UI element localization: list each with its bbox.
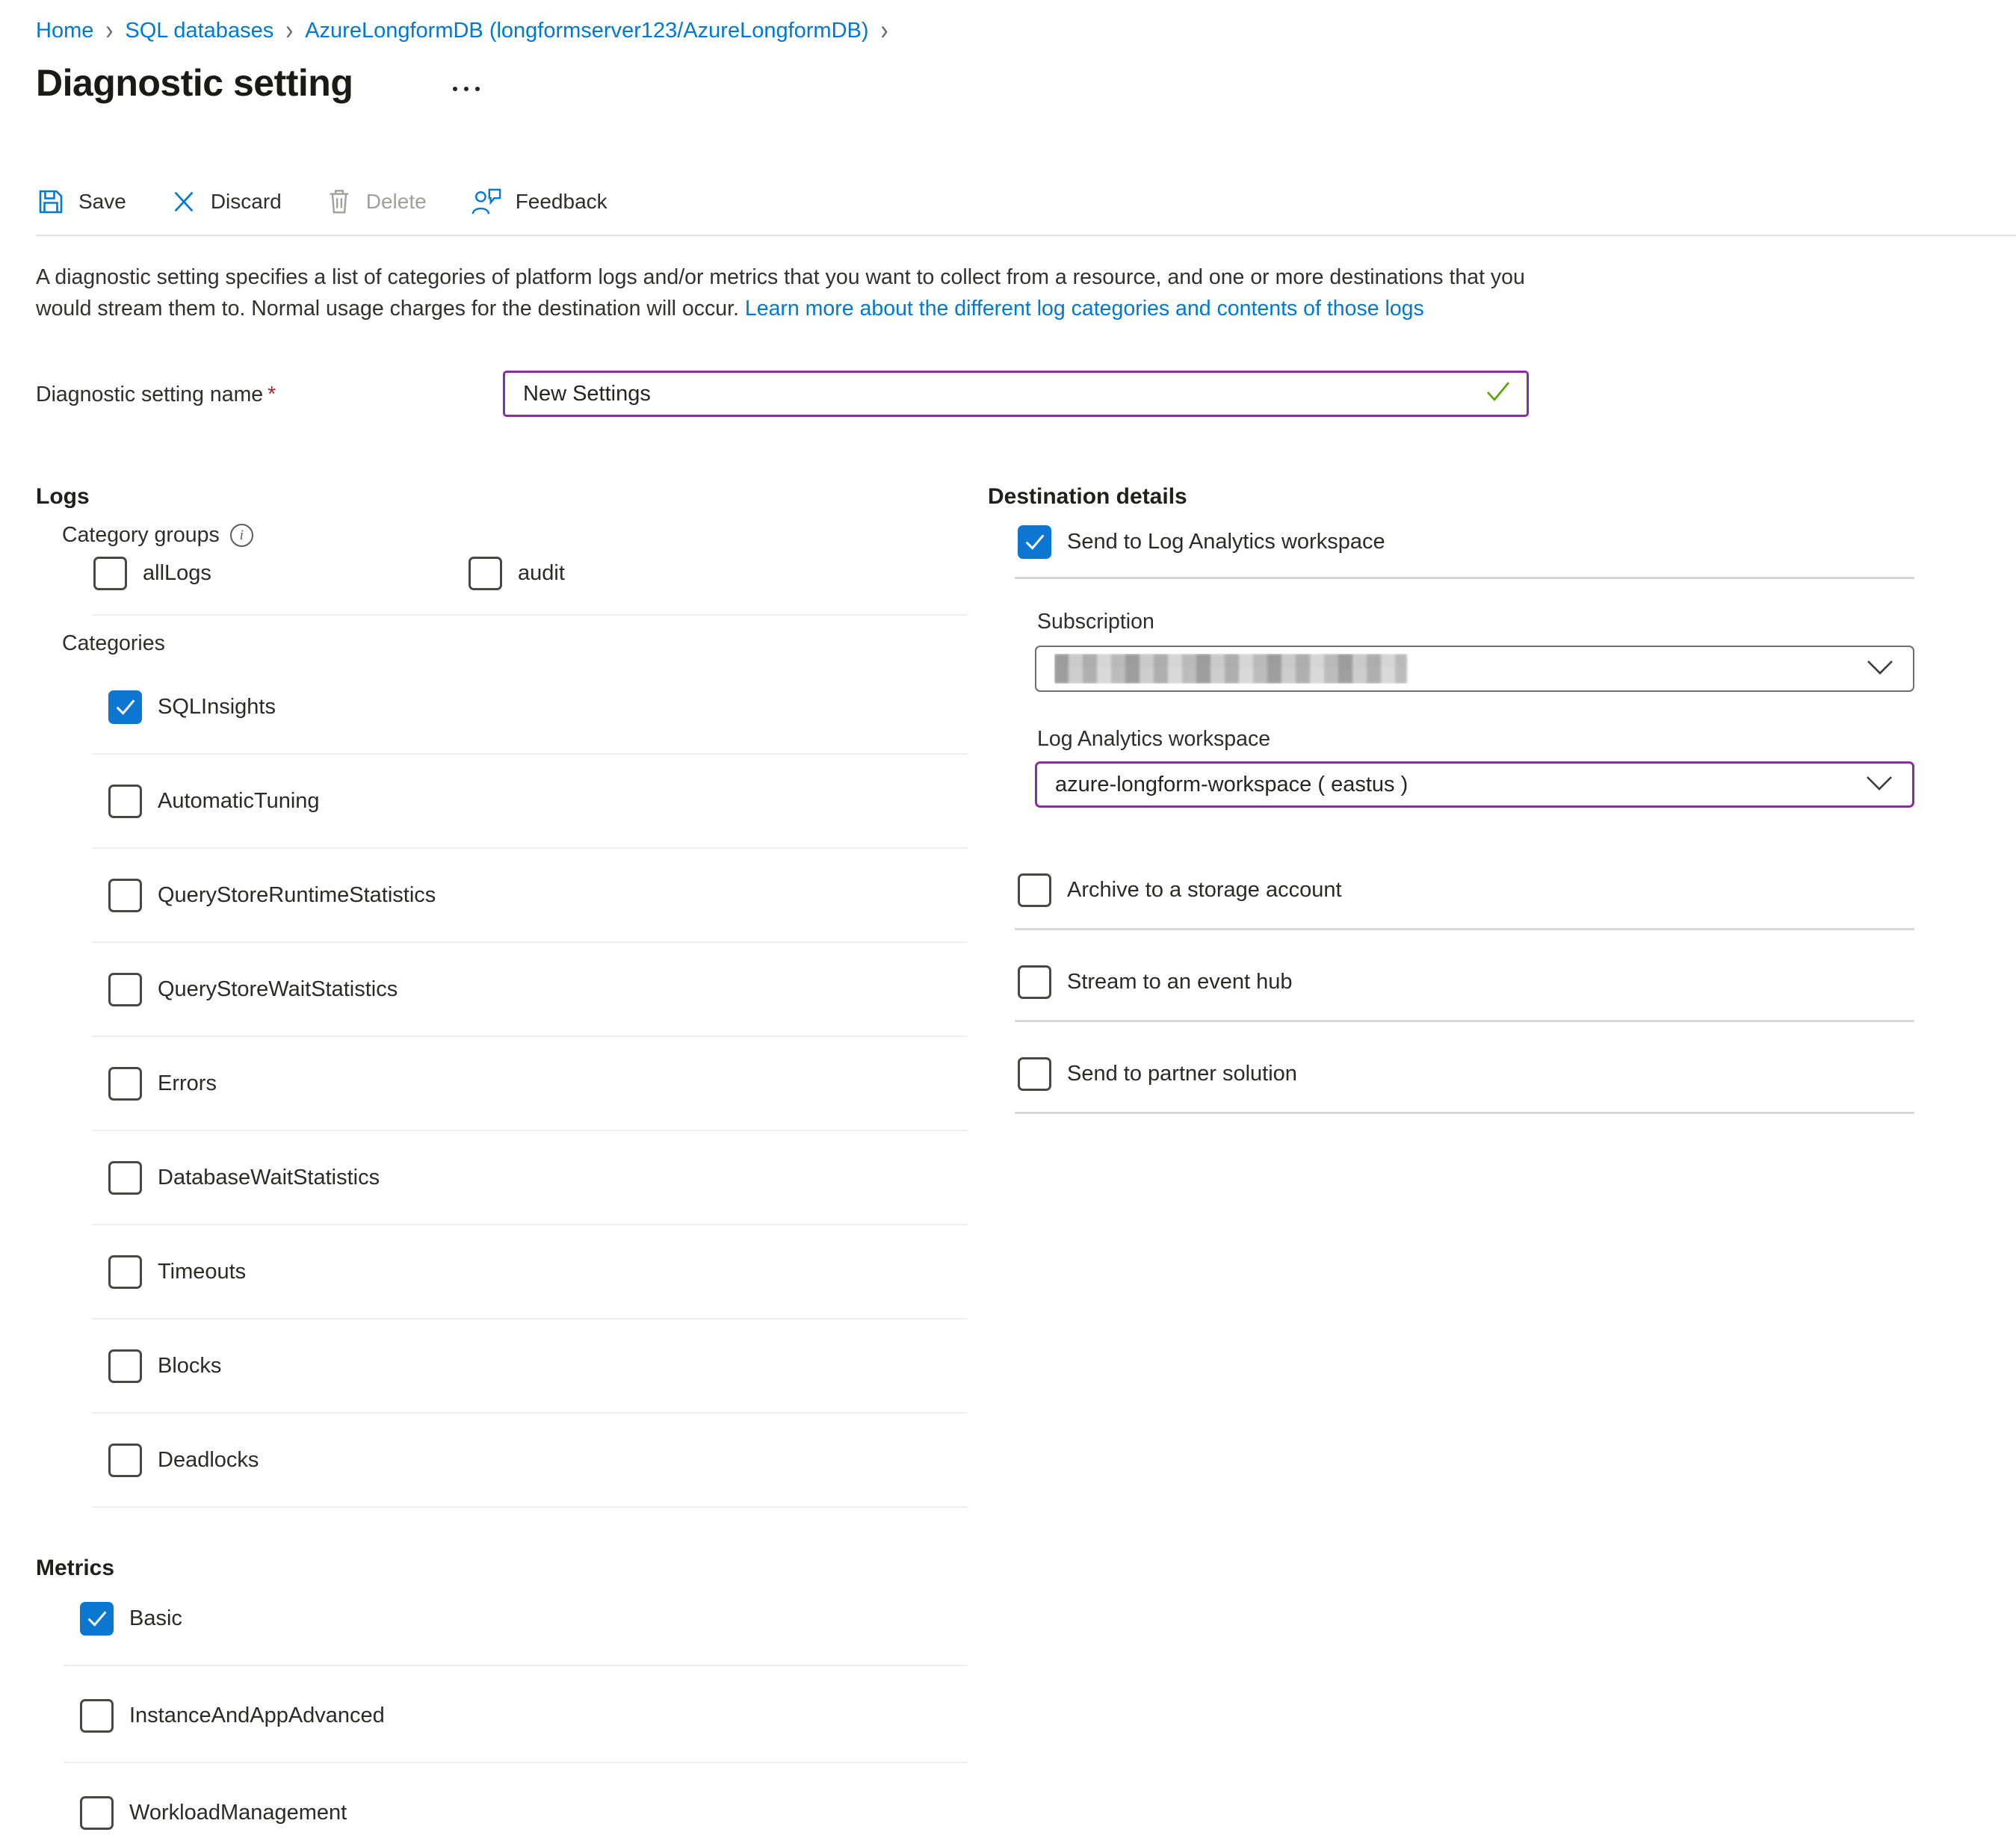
- delete-label: Delete: [365, 190, 427, 213]
- divider: [92, 1412, 968, 1414]
- checkbox-unchecked[interactable]: [1018, 965, 1051, 999]
- subscription-value-redacted: [1054, 654, 1867, 684]
- feedback-button[interactable]: [470, 187, 607, 217]
- description-text: A diagnostic setting specifies a list of categories of platform logs and/or metrics that you want to collect from a resource, and one or more destinations that you would stream them to. Normal usage charges for the destination will occur.: [36, 265, 1525, 321]
- category-groups-row: [62, 523, 253, 548]
- checkbox-unchecked[interactable]: [80, 1699, 114, 1733]
- breadcrumb-separator-icon: ›: [880, 14, 888, 46]
- destination-details-heading: Destination details: [988, 484, 1187, 509]
- checkbox-unchecked[interactable]: [108, 785, 142, 818]
- save-label: Save: [78, 190, 126, 213]
- divider: [92, 1036, 968, 1037]
- checkbox-unchecked[interactable]: [108, 973, 142, 1006]
- destination-checkbox-partner-solution[interactable]: Send to partner solution: [1018, 1056, 1297, 1091]
- page-description: [36, 262, 1530, 324]
- category-checkbox-deadlocks[interactable]: Deadlocks: [108, 1443, 259, 1477]
- destination-checkbox-log-analytics[interactable]: Send to Log Analytics workspace: [1018, 525, 1385, 559]
- checkbox-unchecked[interactable]: [108, 1349, 142, 1383]
- checkbox-unchecked[interactable]: [108, 1444, 142, 1477]
- category-groups-label: Category groups: [62, 523, 220, 547]
- divider: [92, 1130, 968, 1131]
- chevron-down-icon: [1866, 773, 1893, 796]
- checkbox-unchecked[interactable]: [1018, 873, 1051, 907]
- checkbox-unchecked[interactable]: [1018, 1057, 1051, 1091]
- valid-checkmark-icon: [1485, 380, 1512, 408]
- category-checkbox-automatictuning[interactable]: AutomaticTuning: [108, 784, 320, 818]
- breadcrumb-separator-icon: ›: [105, 14, 114, 46]
- dot-icon: [453, 87, 457, 91]
- learn-more-link[interactable]: Learn more about the different log categories and contents of those logs: [744, 297, 1424, 321]
- category-checkbox-errors[interactable]: Errors: [108, 1066, 217, 1101]
- discard-label: Discard: [210, 190, 282, 213]
- setting-name-input[interactable]: [503, 371, 1529, 417]
- divider: [1015, 1020, 1914, 1022]
- feedback-label: Feedback: [515, 190, 607, 213]
- breadcrumb-sql-databases[interactable]: SQL databases: [125, 18, 274, 43]
- chevron-down-icon: [1867, 657, 1893, 681]
- discard-button[interactable]: [170, 188, 282, 216]
- divider: [92, 1318, 968, 1319]
- metric-checkbox-basic[interactable]: Basic: [80, 1601, 182, 1636]
- destination-checkbox-storage-account[interactable]: Archive to a storage account: [1018, 873, 1342, 907]
- divider: [1015, 577, 1914, 579]
- subscription-label: Subscription: [1037, 610, 1154, 634]
- checkbox-unchecked[interactable]: [108, 1067, 142, 1101]
- checkbox-checked[interactable]: [80, 1602, 114, 1636]
- destination-checkbox-event-hub[interactable]: Stream to an event hub: [1018, 965, 1292, 999]
- category-checkbox-querystorewaitstatistics[interactable]: QueryStoreWaitStatistics: [108, 972, 398, 1006]
- discard-x-icon: [170, 188, 198, 216]
- metric-checkbox-instanceandappadvanced[interactable]: InstanceAndAppAdvanced: [80, 1698, 385, 1733]
- checkbox-unchecked[interactable]: [80, 1796, 114, 1830]
- toolbar-divider: [36, 235, 2016, 236]
- page-title: Diagnostic setting: [36, 62, 353, 104]
- breadcrumb-home[interactable]: Home: [36, 18, 94, 43]
- checkbox-checked[interactable]: [1018, 525, 1051, 559]
- subscription-dropdown[interactable]: [1035, 646, 1914, 692]
- category-checkbox-databasewaitstatistics[interactable]: DatabaseWaitStatistics: [108, 1160, 380, 1195]
- divider: [92, 847, 968, 849]
- command-bar: [36, 181, 607, 223]
- category-checkbox-querystoreruntimestatistics[interactable]: QueryStoreRuntimeStatistics: [108, 878, 436, 912]
- checkbox-unchecked[interactable]: [93, 557, 127, 590]
- save-button[interactable]: [36, 187, 126, 217]
- logs-heading: Logs: [36, 484, 90, 509]
- checkbox-unchecked[interactable]: [108, 1161, 142, 1195]
- checkbox-unchecked[interactable]: [469, 557, 502, 590]
- info-icon[interactable]: i: [230, 524, 253, 547]
- group-checkbox-alllogs[interactable]: allLogs: [93, 556, 211, 590]
- divider: [92, 1506, 968, 1508]
- breadcrumb: [36, 14, 888, 46]
- categories-label: Categories: [62, 631, 165, 655]
- divider: [92, 753, 968, 755]
- dot-icon: [475, 87, 480, 91]
- breadcrumb-separator-icon: ›: [285, 14, 294, 46]
- divider: [64, 1665, 968, 1666]
- category-checkbox-sqlinsights[interactable]: SQLInsights: [108, 690, 276, 724]
- workspace-value: azure-longform-workspace ( eastus ): [1055, 772, 1409, 796]
- save-icon: [36, 187, 66, 217]
- required-asterisk: *: [268, 383, 276, 406]
- divider: [92, 614, 968, 616]
- setting-name-value: New Settings: [523, 381, 651, 406]
- checkbox-unchecked[interactable]: [108, 1255, 142, 1289]
- category-checkbox-blocks[interactable]: Blocks: [108, 1349, 221, 1383]
- breadcrumb-database[interactable]: AzureLongformDB (longformserver123/AzureLongformDB): [305, 18, 869, 43]
- divider: [1015, 1112, 1914, 1114]
- delete-button[interactable]: [325, 187, 427, 217]
- divider: [64, 1762, 968, 1763]
- divider: [92, 1224, 968, 1225]
- overflow-menu-button[interactable]: [453, 87, 480, 91]
- workspace-dropdown[interactable]: [1035, 761, 1914, 808]
- metrics-heading: Metrics: [36, 1556, 115, 1580]
- divider: [92, 941, 968, 943]
- trash-icon: [325, 187, 353, 217]
- workspace-label: Log Analytics workspace: [1037, 727, 1271, 751]
- checkbox-checked[interactable]: [108, 690, 142, 724]
- checkbox-unchecked[interactable]: [108, 879, 142, 912]
- feedback-person-icon: [470, 187, 503, 217]
- group-checkbox-audit[interactable]: audit: [469, 556, 565, 590]
- setting-name-label: Diagnostic setting name *: [36, 383, 276, 406]
- category-checkbox-timeouts[interactable]: Timeouts: [108, 1254, 246, 1289]
- metric-checkbox-workloadmanagement[interactable]: WorkloadManagement: [80, 1795, 347, 1830]
- divider: [1015, 928, 1914, 930]
- dot-icon: [464, 87, 469, 91]
